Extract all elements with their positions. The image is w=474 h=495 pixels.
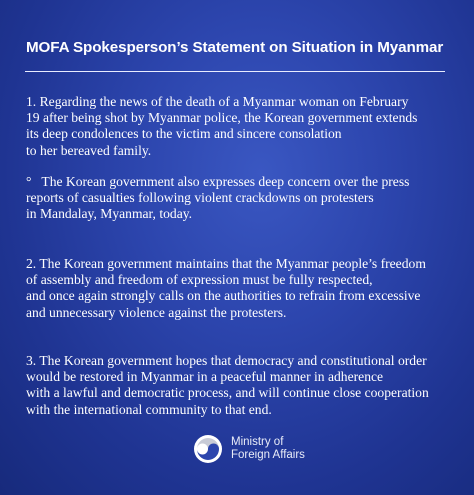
paragraph-line: in Mandalay, Myanmar, today. — [26, 206, 193, 222]
ministry-logo — [193, 432, 305, 466]
paragraph-line: reports of casualties following violent crackdowns on protesters — [26, 190, 374, 206]
ministry-name — [231, 436, 305, 462]
paragraph-line: and unnecessary violence against the protesters. — [26, 304, 287, 320]
taegeuk-emblem-icon — [193, 434, 223, 464]
paragraph-line: 2. The Korean government maintains that the Myanmar people’s freedom — [26, 256, 426, 271]
paragraph-2 — [26, 174, 409, 223]
ministry-name-line-1: Ministry of — [231, 436, 284, 448]
paragraph-1 — [26, 94, 417, 159]
paragraph-3 — [26, 256, 426, 321]
paragraph-line: ° The Korean government also expresses deep concern over the press — [26, 174, 410, 189]
paragraph-line: and once again strongly calls on the authorities to refrain from excessive — [26, 288, 421, 304]
paragraph-line: with a lawful and democratic process, and will continue close cooperation — [26, 385, 429, 401]
paragraph-line: would be restored in Myanmar in a peaceful manner in adherence — [26, 369, 384, 385]
paragraph-4 — [26, 353, 429, 418]
paragraph-line: with the international community to that end. — [26, 401, 272, 417]
paragraph-line: 1. Regarding the news of the death of a Myanmar woman on February — [26, 94, 409, 109]
paragraph-line: 19 after being shot by Myanmar police, the Korean government extends — [26, 110, 418, 126]
ministry-name-line-2: Foreign Affairs — [231, 449, 305, 461]
paragraph-line: 3. The Korean government hopes that democracy and constitutional order — [26, 353, 427, 368]
title-divider — [25, 71, 445, 72]
statement-title: MOFA Spokesperson’s Statement on Situation in Myanmar — [26, 39, 444, 56]
paragraph-line: of assembly and freedom of expression must be fully respected, — [26, 272, 373, 288]
paragraph-line: to her bereaved family. — [26, 142, 152, 158]
paragraph-line: its deep condolences to the victim and sincere consolation — [26, 126, 342, 142]
